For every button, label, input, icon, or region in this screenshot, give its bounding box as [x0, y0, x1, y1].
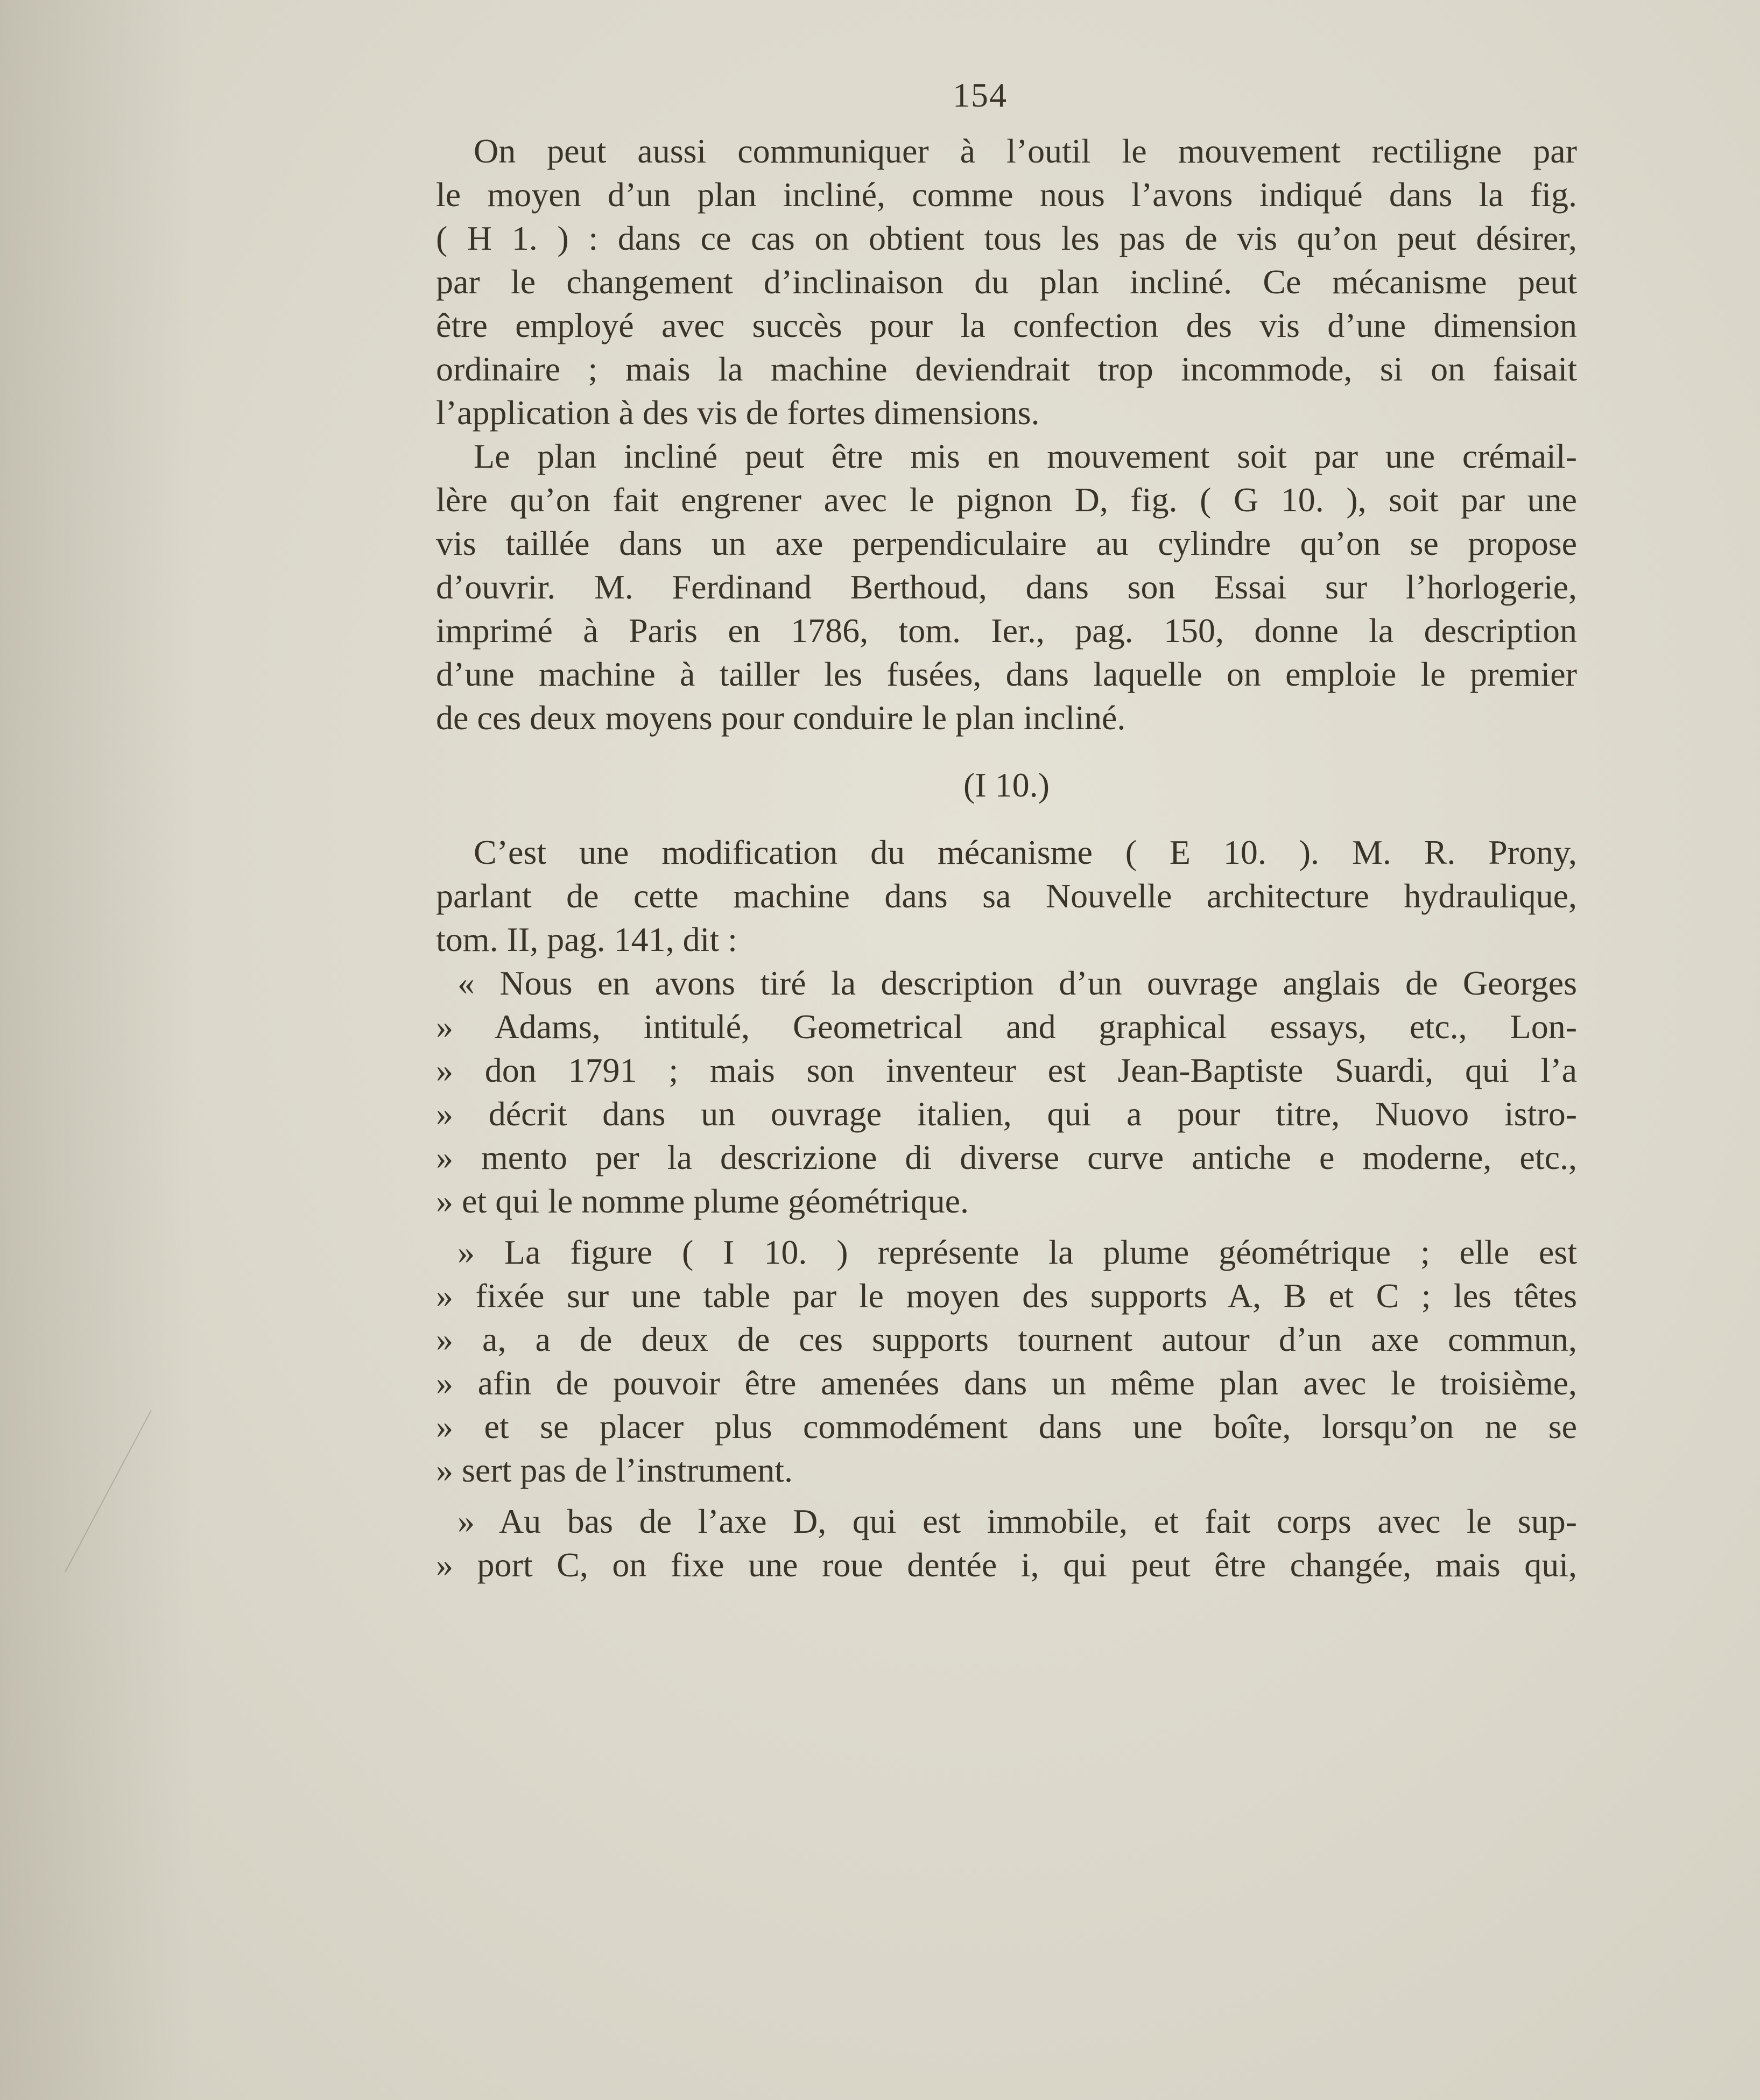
text-line: » La figure ( I 10. ) représente la plume géométrique ; elle est	[457, 1233, 1577, 1271]
text-block	[436, 129, 1577, 1587]
section-heading: (I 10.)	[963, 766, 1050, 804]
text-line: C’est une modification du mécanisme ( E 10. ). M. R. Prony,	[474, 833, 1577, 871]
spacer	[436, 1492, 1577, 1499]
text-line: » Adams, intitulé, Geometrical and graphical essays, etc., Lon-	[436, 1007, 1577, 1046]
quote-paragraph-3	[436, 1499, 1577, 1587]
text-line: être employé avec succès pour la confection des vis d’une dimension	[436, 306, 1577, 344]
text-line: » port C, on fixe une roue dentée i, qui peut être changée, mais qui,	[436, 1546, 1577, 1584]
text-line: » don 1791 ; mais son inventeur est Jean-Baptiste Suardi, qui l’a	[436, 1051, 1577, 1089]
text-line: d’ouvrir. M. Ferdinand Berthoud, dans son Essai sur l’horlogerie,	[436, 568, 1577, 606]
text-line: par le changement d’inclinaison du plan incliné. Ce mécanisme peut	[436, 263, 1577, 301]
text-line: l’application à des vis de fortes dimensions.	[436, 393, 1040, 432]
text-line: « Nous en avons tiré la description d’un ouvrage anglais de Georges	[457, 964, 1577, 1002]
text-line: » a, a de deux de ces supports tournent autour d’un axe commun,	[436, 1320, 1577, 1358]
page-number: 154	[953, 76, 1008, 114]
text-line: tom. II, pag. 141, dit :	[436, 920, 737, 959]
text-line: de ces deux moyens pour conduire le plan incliné.	[436, 699, 1126, 737]
text-line: » Au bas de l’axe D, qui est immobile, et fait corps avec le sup-	[457, 1502, 1577, 1540]
paragraph-1	[436, 129, 1577, 434]
spacer	[436, 1223, 1577, 1230]
quote-paragraph-2	[436, 1230, 1577, 1492]
text-line: » afin de pouvoir être amenées dans un même plan avec le troisième,	[436, 1364, 1577, 1402]
text-line: » et se placer plus commodément dans une boîte, lorsqu’on ne se	[436, 1407, 1577, 1446]
text-line: » mento per la descrizione di diverse curve antiche e moderne, etc.,	[436, 1138, 1577, 1176]
text-line: » fixée sur une table par le moyen des supports A, B et C ; les têtes	[436, 1277, 1577, 1315]
text-line: ( H 1. ) : dans ce cas on obtient tous les pas de vis qu’on peut désirer,	[436, 219, 1577, 257]
text-line: parlant de cette machine dans sa Nouvelle architecture hydraulique,	[436, 877, 1577, 915]
text-line: imprimé à Paris en 1786, tom. Ier., pag. 150, donne la description	[436, 611, 1577, 650]
paragraph-2	[436, 434, 1577, 739]
gutter-shadow	[0, 0, 194, 2100]
quote-paragraph-1	[436, 961, 1577, 1223]
text-line: » et qui le nomme plume géométrique.	[436, 1182, 969, 1220]
text-line: lère qu’on fait engrener avec le pignon D, fig. ( G 10. ), soit par une	[436, 481, 1577, 519]
text-line: vis taillée dans un axe perpendiculaire au cylindre qu’on se propose	[436, 524, 1577, 562]
text-line: On peut aussi communiquer à l’outil le mouvement rectiligne par	[474, 132, 1577, 170]
text-line: ordinaire ; mais la machine deviendrait trop incommode, si on faisait	[436, 350, 1577, 388]
paragraph-3	[436, 830, 1577, 961]
text-line: » décrit dans un ouvrage italien, qui a pour titre, Nuovo istro-	[436, 1095, 1577, 1133]
text-line: » sert pas de l’instrument.	[436, 1451, 793, 1489]
text-line: d’une machine à tailler les fusées, dans laquelle on emploie le premier	[436, 655, 1577, 693]
text-line: le moyen d’un plan incliné, comme nous l’avons indiqué dans la fig.	[436, 175, 1577, 214]
text-line: Le plan incliné peut être mis en mouvement soit par une crémail-	[474, 437, 1577, 475]
